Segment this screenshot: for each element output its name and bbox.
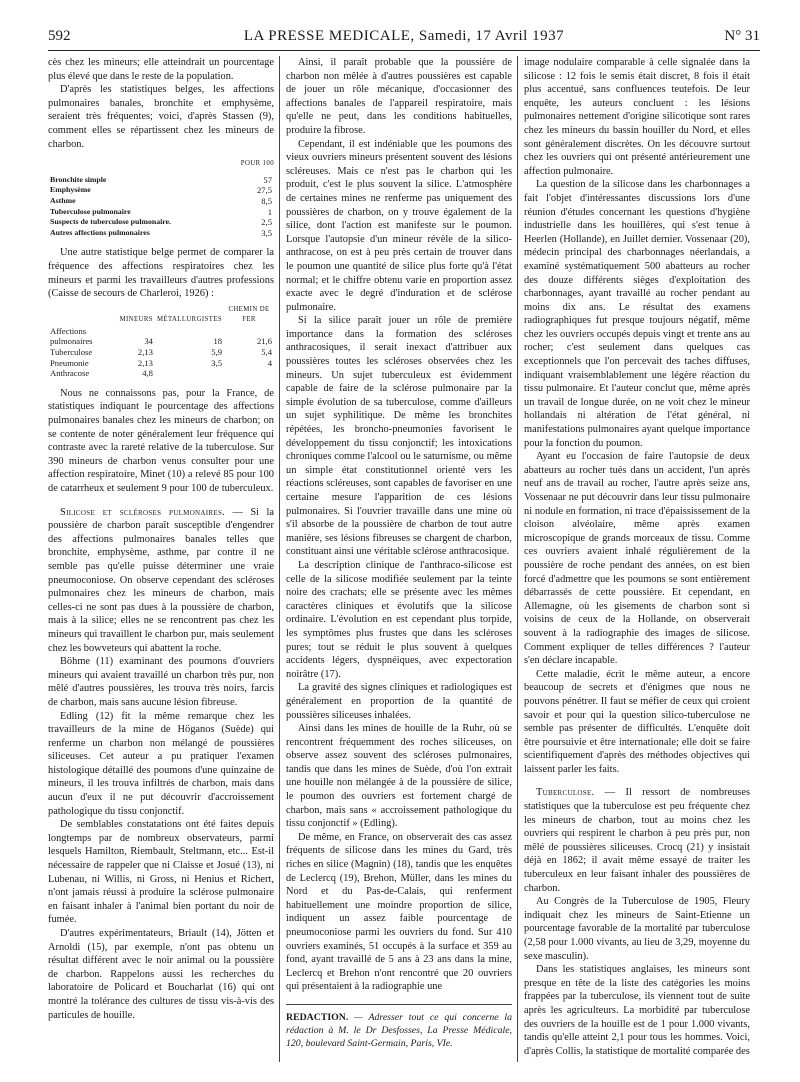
paragraph: Cette maladie, écrit le même auteur, a encore beaucoup de secrets et d'énigmes que nous ne pouvons pénétrer. Il faut se méfier de ceux qui croient savoir et pour qui la question silico-tuberculose ne semble pas présenter de difficultés. L'enquête doit être poursuivie et être internationale; elle doit se faire scientifiquement d'après des méthodes objectives qui laissent parler les faits. — [524, 668, 750, 775]
table-cell: 18 — [213, 336, 223, 347]
table-cell: Emphysème — [50, 185, 91, 195]
page-header — [48, 28, 760, 51]
section-heading: Tuberculose. — [536, 787, 595, 799]
paragraph: Ainsi, il paraît probable que la poussière de charbon non mêlée à d'autres poussières est capable de jouer un rôle mécanique, d'occasionner des affections banales de l'appareil respiratoire, mais qu'elle ne peut, dans les conditions habituelles, produire la fibrose. — [286, 57, 512, 136]
table-header — [48, 305, 118, 326]
section-paragraph — [524, 786, 750, 895]
charleroi-table — [48, 305, 274, 379]
table-row — [48, 228, 274, 239]
paragraph: Dans les statistiques anglaises, les mineurs sont presque en tête de la liste des catégories les moins frappées par la tuberculose, ils viennent tout de suite après les agriculteurs. La morbidité par tuberculose des ouvriers de la houille est de 1 pour 1.000 vivants, tandis qu'elle atteint 2,1 pour tous les hommes. Voici, d'après Collis, la statistique de mortalité comparée des — [524, 964, 750, 1057]
paragraph: D'autres expérimentateurs, Briault (14), Jötten et Arnoldi (15), par exemple, n'ont pas obtenu un résultat différent avec le noir animal ou la poussière de charbon. Rappelons aussi les recherches du laboratoire de Policard et Boucharlat (16) qui ont montré la tolérance des cultures de tissu vis-à-vis des particules de houille. — [48, 928, 274, 1021]
paragraph: Edling (12) fit la même remarque chez les travailleurs de la mine de Höganos (Suède) qui renferme un charbon non mélangé de poussières siliceuses. Cet auteur a pu pratiquer l'examen histologique détaillé des poumons d'une quinzaine de mineurs, il les trouva infiltrés de charbon, mais dans aucun d'eux il ne put découvrir d'accroissement pathologique du tissu conjonctif. — [48, 710, 274, 817]
paragraph: D'après les statistiques belges, les affections pulmonaires banales, bronchite et emphysème, seraient très fréquentes; voici, d'après Stassen (9), comment elles se répartissent chez les mineurs de charbon. — [48, 84, 274, 150]
paragraph: Au Congrès de la Tuberculose de 1905, Fleury indiquait chez les mineurs de Saint-Etienne un pourcentage favorable de la mortalité par tuberculose (2,58 pour 1.000 vivants, au lieu de 3,29, moyenne du sexe masculin). — [524, 896, 750, 962]
paragraph-text: — Si la poussière de charbon paraît susceptible d'engendrer des affections pulmonaires banales telles que bronchite, emphysème, asthme, par contre il ne semble pas qu'elle puisse déterminer une vraie pneumoconiose. On observe cependant des scléroses pulmonaires chez les mineurs de charbon, mais celles-ci ne sont pas dues à la poussière de charbon, mais à la silice; elles ne se rencontrent pas chez les mineurs qui travaillent le charbon pur, mais seulement chez les bowveteurs qui abattent la roche. — [48, 506, 274, 654]
table-cell: 2,13 — [137, 357, 153, 368]
table-row — [48, 207, 274, 218]
table-header: MÉTALLURGISTES — [156, 316, 223, 324]
table-cell: 1 — [267, 206, 272, 217]
issue-number: N° 31 — [724, 28, 760, 44]
table-cell — [224, 368, 274, 379]
table-cell: Bronchite simple — [50, 174, 107, 184]
paragraph: cès chez les mineurs; elle atteindrait un pourcentage plus élevé que dans le reste de la population. — [48, 57, 274, 82]
table-row — [48, 196, 274, 207]
table-header: MINEURS — [119, 316, 153, 324]
table-row — [48, 358, 274, 369]
table-cell: 34 — [144, 336, 153, 347]
table-cell: Asthme — [50, 195, 76, 205]
paragraph: La gravité des signes cliniques et radiologiques est généralement en proportion de la quantité de poussières siliceuses inhalées. — [286, 682, 512, 721]
paragraph: De semblables constatations ont été faites depuis longtemps par de nombreux observateurs, parmi lesquels Hamilton, Riembault, Steltmann, etc... Est-il nécessaire de rappeler que ni Claisse et Josué (13), ni Lubenau, ni Willis, ni Gross, ni Henius et Richert, n'ont jamais réussi à produire la sclérose pulmonaire en faisant inhaler à l'animal bien portant du noir de fumée. — [48, 819, 274, 926]
table-row — [48, 185, 274, 196]
paragraph: Une autre statistique belge permet de comparer la fréquence des affections respiratoires chez les mineurs et parmi les travailleurs d'autres professions (Caisse de secours de Charleroi, 1926) : — [48, 247, 274, 300]
table-cell: Anthracose — [50, 368, 90, 379]
paragraph: De même, en France, on observerait des cas assez fréquents de silicose dans les mines du Gard, très riches en silice (Magnin) (18), tandis que les enquêtes de Leclercq (19), Brehon, Müller, dans les mines du Nord et du Pas-de-Calais, qui renferment habituellement une moindre proportion de silice, indiquent un assez faible pourcentage de pneumoconiose parmi les ouvriers du fond. Sur 410 ouvriers examinés, 51 occupés à la surface et 359 au fond, ayant travaillé de 5 ans à 23 ans dans la mine, Leclercq et Brehon n'ont rencontré que 20 ouvriers qui présentaient à la radiographie une — [286, 831, 512, 993]
table-unit-header: POUR 100 — [240, 160, 274, 168]
paragraph: La description clinique de l'anthraco-silicose est celle de la silicose modifiée seulement par la teinte noire des crachats; elle se présente avec les mêmes caractères cliniques et évolutifs que la silicose ordinaire. L'évolution en est cependant plus torpide, les symptômes plus frustes que dans les scléroses pures; tout se réduit le plus souvent à quelques accidents légers, dyspnéiques, avec expectoration noirâtre (17). — [286, 559, 512, 680]
table-header: CHEMIN DE FER — [228, 305, 270, 324]
table-cell: 21,6 — [256, 336, 272, 347]
page-number: 592 — [48, 28, 71, 44]
column-right — [524, 56, 750, 1058]
table-cell: 5,9 — [211, 347, 223, 358]
table-cell: Tuberculose pulmonaire — [50, 206, 131, 216]
table-row — [48, 175, 274, 186]
section-heading: Silicose et scléroses pulmonaires. — [60, 506, 226, 518]
column-left — [48, 56, 274, 1022]
table-row — [48, 326, 274, 347]
column-middle — [286, 56, 512, 1050]
table-cell: 5,4 — [261, 347, 272, 358]
table-cell: 27,5 — [256, 185, 272, 196]
table-cell: 3,5 — [261, 227, 272, 238]
table-cell: 3,5 — [211, 357, 223, 368]
table-cell: 2,13 — [137, 347, 153, 358]
paragraph: Böhme (11) examinant des poumons d'ouvriers mineurs qui avaient travaillé un charbon très pur, non mêlé d'autres poussières, les trouva très noirs, farcis de charbon, mais sans aucune lésion fibreuse. — [48, 656, 274, 708]
paragraph: image nodulaire comparable à celle signalée dans la silicose : 12 fois le semis était discret, 8 fois il était plus accentué, sans confluences teutefois. De leur enquête, les auteurs concluent : les lésions pulmonaires nettement d'origine silicotique sont rares chez les mineurs du bassin houiller du Nord, et elles sont généralement discrètes. On les découvre surtout chez les ouvriers qui ont présenté antérieurement une affection pulmonaire. — [524, 57, 750, 177]
table-cell: Autres affections pulmonaires — [50, 227, 150, 237]
column-divider — [517, 56, 518, 1062]
redaction-text: — Adresser tout ce qui concerne la rédaction à M. le Dr Desfosses, La Presse Médicale, 120, boulevard Saint-Germain, Paris, VIe. — [286, 1011, 512, 1049]
table-cell — [155, 368, 224, 379]
table-row — [48, 347, 274, 358]
redaction-notice — [286, 1004, 512, 1050]
paragraph: La question de la silicose dans les charbonnages a fait l'objet d'intéressantes discussions lors d'une réunion d'études concernant les questions d'hygiène industrielle dans les houillères, qui s'est tenue à Heerlen (Hollande), en Juillet dernier. Vossenaar (20), médecin principal des charbonnages néerlandais, a examiné systématiquement 500 abatteurs au rocher des douze différents sièges d'exploitation des charbonnages, ayant travaillé au rocher pendant au moins dix ans. Le résultat des examens radiographiques fut presque toujours négatif, même chez les ouvriers occupés depuis vingt et trente ans au rocher; c'est seulement dans quelques cas exceptionnels que l'on percevait des taches diffuses, indiquant vraisemblablement une légère réaction du tissu pulmonaire. Et l'auteur conclut que, même après un travail de longue durée, on ne voit chez le mineur hollandais ni altération de l'état général, ni manifestations pulmonaires ayant quelque importance pour la fonction du poumon. — [524, 179, 750, 449]
table-cell: 2,5 — [261, 217, 272, 228]
redaction-label: REDACTION. — [286, 1011, 349, 1023]
table-cell: 8,5 — [261, 195, 272, 206]
column-divider — [279, 56, 280, 1062]
paragraph: Cependant, il est indéniable que les poumons des vieux ouvriers mineurs présentent souvent des lésions scléreuses. Mais ce n'est pas le charbon qui les produit, c'est le plus souvent la silice. L'atmosphère de certaines mines ne renferme pas uniquement des poussières de charbon, on y trouve également de la silice, dont l'action est manifeste sur le poumon. Lorsque l'autopsie d'un mineur révèle de la silico-anthracose, on est à peu près certain de trouver dans le poumon une quantité de silice plus forte qu'à l'état normal; et le chiffre obtenu varie en proportion assez exacte avec le degré d'induration et de sclérose pulmonaire. — [286, 138, 512, 313]
stassen-table — [48, 175, 274, 239]
section-paragraph — [48, 506, 274, 656]
paragraph-text: — Il ressort de nombreuses statistiques que la tuberculose est peu fréquente chez les mineurs de charbon, tout au moins chez les ouvriers qui respirent le charbon à peu près pur, non mêlé de poussières siliceuses. Crocq (21) y insistait déjà en 1862; il avait même essayé de traiter les tuberculeux en leur faisant inhaler des poussières de charbon. — [524, 787, 750, 894]
table-cell: Suspects de tuberculose pulmonaire. — [50, 217, 172, 227]
paragraph: Nous ne connaissons pas, pour la France, de statistiques indiquant le pourcentage des affections pulmonaires banales chez les mineurs de charbon; on se contente de noter généralement leur fréquence qui contraste avec la rareté relative de la tuberculose. Sur 390 mineurs de charbon venus consulter pour une affection respiratoire, Minet (10) a relevé 85 pour 100 de catarrheux et seulement 9 pour 100 de tuberculeux. — [48, 387, 274, 494]
journal-title: LA PRESSE MEDICALE, Samedi, 17 Avril 1937 — [243, 28, 565, 44]
table-cell: Affections pulmonaires — [50, 325, 93, 347]
table-cell: 57 — [263, 174, 272, 185]
paragraph: Si la silice paraît jouer un rôle de première importance dans la formation des scléroses anthracosiques, il serait inexact d'attribuer aux poussières toutes les scléroses observées chez les mineurs. Un sujet tuberculeux est évidemment capable de faire de la sclérose pulmonaire par la simple évolution de sa tuberculose, comme d'ailleurs un sujet syphilitique. De même les bronchites répétées, les broncho-pneumonies favorisent le développement du tissu conjonctif; les intoxications chroniques comme l'alcool ou le saturnisme, ou même un simple état constitutionnel orienté vers les réactions scléreuses, sont capables de favoriser en une certaine mesure l'apparition de ces lésions pulmonaires. Si l'ouvrier travaille dans une mine où s'il absorbe de la poussière de charbon de tout autre manière, ses lésions fibreuses se chargent de charbon, constituant ainsi une véritable sclérose anthracosique. — [286, 315, 512, 558]
table-cell: Tuberculose — [50, 347, 93, 358]
table-cell: 4,8 — [142, 368, 153, 379]
table-cell: Pneumonie — [50, 357, 89, 368]
table-row — [48, 368, 274, 379]
table-cell: 4 — [267, 357, 272, 368]
table-row — [48, 217, 274, 228]
table-header-row — [48, 305, 274, 326]
paragraph: Ayant eu l'occasion de faire l'autopsie de deux abatteurs au rocher tués dans un accident, l'un après neuf ans de travail au rocher, l'autre après seize ans, Vossenaar ne put découvrir dans leur tissu pulmonaire ni nodule en formation, ni trace d'épaississement de la cloison alvéolaire, même après examen microscopique de grands morceaux de tissu. Comme ces ouvriers avaient inhalé régulièrement de la poussière de roche pendant des années, on est bien forcé d'admettre que les poumons se sont entièrement débarrassés de cette poussière. Et cependant, en Allemagne, où les gisements de charbon sont si voisins de ceux de la Hollande, on observerait souvent à la radiographie des images de silicose. Comment expliquer de telles différences ? l'auteur s'en déclare incapable. — [524, 451, 750, 667]
paragraph: Ainsi dans les mines de houille de la Ruhr, où se rencontrent fréquemment des roches siliceuses, on observe assez souvent des scléroses pulmonaires, tandis que dans les mines de Suède, d'où l'on extrait une houille non mélangée à de la poussière de silice, le poumon des ouvriers est fortement chargé de charbon, mais sans « accroissement pathologique du tissu conjonctif » (Edling). — [286, 723, 512, 830]
